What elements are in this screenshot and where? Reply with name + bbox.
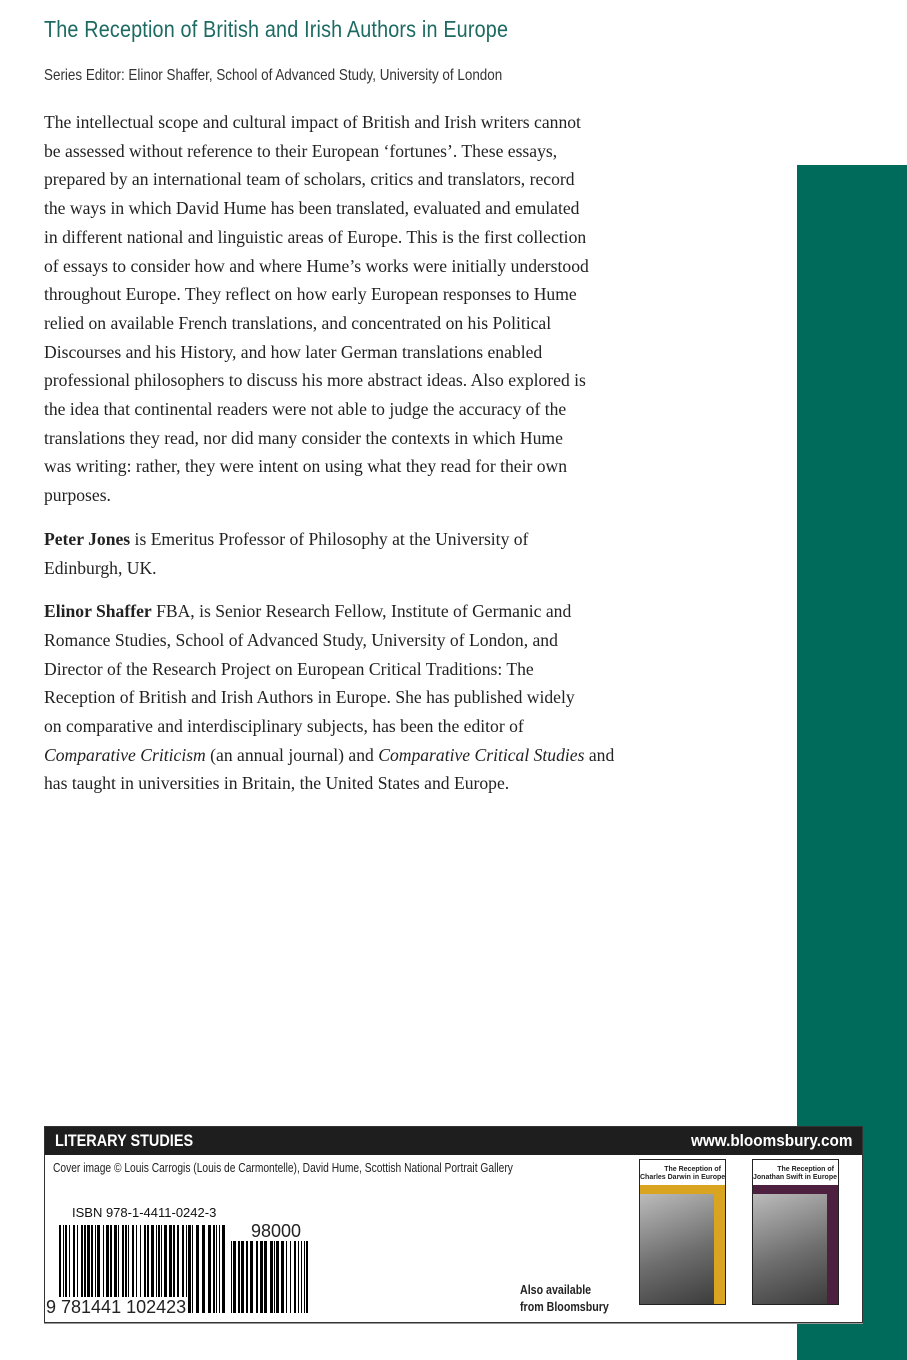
barcode-bar <box>222 1225 225 1313</box>
barcode-bar <box>306 1241 308 1313</box>
barcode-bar <box>202 1225 205 1313</box>
footer-box <box>44 1126 863 1323</box>
barcode-bar <box>270 1241 273 1313</box>
barcode-bar <box>298 1241 299 1313</box>
bio-text: and <box>584 744 615 765</box>
description-line: in different national and linguistic areas of Europe. This is the first collection <box>44 226 587 247</box>
bio-text: Director of the Research Project on European Critical Traditions: The <box>44 658 534 679</box>
barcode-bar <box>281 1241 284 1313</box>
description-line: The intellectual scope and cultural impact of British and Irish writers cannot <box>44 112 581 132</box>
barcode-bar <box>188 1225 191 1313</box>
series-editor: Series Editor: Elinor Shaffer, School of Advanced Study, University of London <box>44 67 503 84</box>
book-title: The Reception of <box>664 1166 721 1173</box>
bio-text: on comparative and interdisciplinary subjects, has been the editor of <box>44 716 524 737</box>
price-barcode <box>231 1241 309 1313</box>
journal-title: Comparative Critical Studies <box>378 744 585 765</box>
description-line: was writing: rather, they were intent on using what they read for their own <box>44 456 568 477</box>
author-name: Peter Jones <box>44 528 131 549</box>
series-title: The Reception of British and Irish Authors in Europe <box>44 16 509 42</box>
barcode-bar <box>208 1225 211 1313</box>
cover-credit: Cover image © Louis Carrogis (Louis de Carmontelle), David Hume, Scottish National Portrait Gallery <box>53 1161 513 1175</box>
book-title: The Reception of <box>777 1166 834 1173</box>
blurb <box>44 108 644 813</box>
description-line: Discourses and his History, and how later German translations enabled <box>44 341 543 362</box>
description-line: be assessed without reference to their European ‘fortunes’. These essays, <box>44 140 558 161</box>
barcode-bar <box>231 1241 232 1313</box>
journal-title: Comparative Criticism <box>44 744 206 765</box>
price-code: 98000 <box>251 1221 302 1241</box>
description-line: professional philosophers to discuss his more abstract ideas. Also explored is <box>44 370 586 391</box>
book-title: Jonathan Swift in Europe <box>753 1174 838 1181</box>
description-line: the ways in which David Hume has been translated, evaluated and emulated <box>44 198 580 219</box>
bio-text: Romance Studies, School of Advanced Study, University of London, and <box>44 629 558 650</box>
book-title: Charles Darwin in Europe <box>640 1174 726 1181</box>
barcode-bar <box>219 1225 220 1313</box>
barcode-bar <box>276 1241 279 1313</box>
also-available-label <box>520 1281 609 1315</box>
category-label: LITERARY STUDIES <box>55 1131 194 1150</box>
barcode-bar <box>256 1241 258 1313</box>
barcode-bar <box>290 1241 291 1313</box>
barcode-bar <box>294 1241 296 1313</box>
bio-text: has taught in universities in Britain, the United States and Europe. <box>44 773 510 794</box>
description-line: purposes. <box>44 485 111 506</box>
barcode-bar <box>192 1225 193 1313</box>
author-bio <box>44 525 644 582</box>
barcode-bar <box>196 1225 199 1313</box>
related-book-darwin[interactable] <box>639 1159 726 1305</box>
isbn: ISBN 978-1-4411-0242-3 <box>72 1205 217 1220</box>
bio-text: is Emeritus Professor of Philosophy at the University of <box>130 528 529 549</box>
description-line: of essays to consider how and where Hume’s works were initially understood <box>44 255 589 276</box>
description-line: relied on available French translations, and concentrated on his Political <box>44 312 552 333</box>
barcode-bar <box>274 1241 275 1313</box>
bio-text: FBA, is Senior Research Fellow, Institute of Germanic and <box>151 601 572 622</box>
barcode-bar <box>301 1241 302 1313</box>
also-line: from Bloomsbury <box>520 1299 609 1314</box>
footer-header <box>45 1127 862 1155</box>
book-portrait <box>640 1194 714 1304</box>
barcode-bar <box>216 1225 217 1313</box>
barcode-bar <box>264 1241 267 1313</box>
bio-text: (an annual journal) and <box>205 744 379 765</box>
barcode-bar <box>241 1241 244 1313</box>
book-portrait <box>753 1194 827 1304</box>
description-paragraph <box>44 108 644 510</box>
bio-text: Edinburgh, UK. <box>44 557 157 578</box>
barcode-bar <box>246 1241 248 1313</box>
description-line: prepared by an international team of scholars, critics and translators, record <box>44 169 575 190</box>
editor-bio <box>44 597 644 798</box>
description-line: throughout Europe. They reflect on how early European responses to Hume <box>44 284 577 305</box>
also-line: Also available <box>520 1282 592 1297</box>
barcode-bar <box>250 1241 253 1313</box>
description-line: translations they read, nor did many consider the contexts in which Hume <box>44 427 563 448</box>
description-line: the idea that continental readers were not able to judge the accuracy of the <box>44 399 567 420</box>
editor-name: Elinor Shaffer <box>44 601 152 622</box>
barcode-bar <box>238 1241 240 1313</box>
barcode-bar <box>286 1241 287 1313</box>
barcode-digits: 9 781441 102423 <box>46 1297 187 1317</box>
barcode-bar <box>213 1225 215 1313</box>
bio-text: Reception of British and Irish Authors in Europe. She has published widely <box>44 687 575 708</box>
related-book-swift[interactable] <box>752 1159 839 1305</box>
barcode-bar <box>233 1241 236 1313</box>
barcode-bar <box>304 1241 305 1313</box>
barcode-bar <box>260 1241 263 1313</box>
publisher-website[interactable]: www.bloomsbury.com <box>690 1131 852 1150</box>
